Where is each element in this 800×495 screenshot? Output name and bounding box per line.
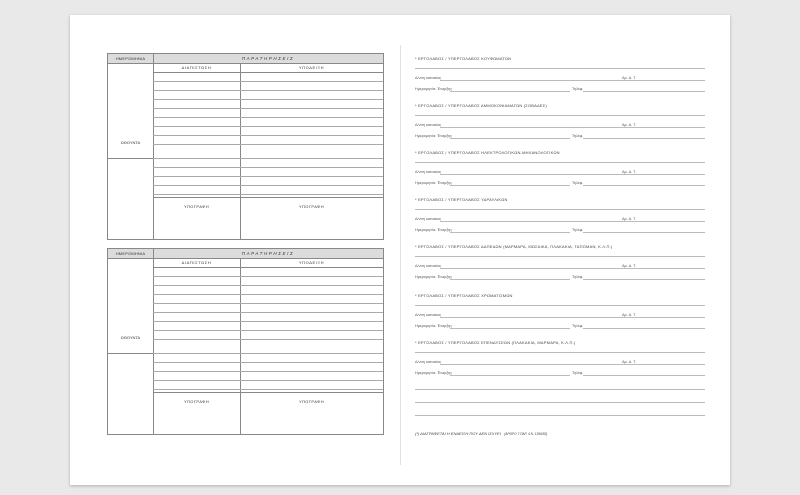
date-column	[108, 258, 154, 434]
address-label: Δ/νση κατοικίας	[415, 360, 442, 364]
blank-line	[415, 389, 705, 390]
signature-line	[153, 197, 383, 198]
footnote-text: (*) ΔΙΑΓΡΑΦΕΤΑΙ Η ΕΝΔΕΙΞΗ ΠΟΥ ΔΕΝ ΙΣΧΥΕΙ	[415, 431, 501, 436]
signature-line	[153, 392, 383, 393]
signature-label-right: ΥΠΟΓΡΑΦΗ	[298, 204, 325, 209]
date-separator	[108, 158, 153, 159]
signature-label-left: ΥΠΟΓΡΑΦΗ	[183, 204, 210, 209]
phone-label: Τηλέφ.	[572, 181, 584, 185]
contractor-title: * ΕΡΓΟΛΑΒΟΣ / ΥΠΕΡΓΟΛΑΒΟΣ ΚΟΥΦΩΜΑΤΩΝ	[415, 56, 512, 61]
blank-line	[415, 415, 705, 416]
contractor-title: * ΕΡΓΟΛΑΒΟΣ / ΥΠΕΡΓΟΛΑΒΟΣ ΕΠΕΝΔΥΣΕΩΝ (ΠΛΑΚΑΚΙΑ, ΜΑΡΜΑΡΑ, Κ.Λ.Π.)	[415, 340, 576, 345]
observations-table-bottom	[107, 248, 384, 435]
contractor-title: * ΕΡΓΟΛΑΒΟΣ / ΥΠΕΡΓΟΛΑΒΟΣ ΥΔΡΑΥΛΙΚΩΝ	[415, 197, 508, 202]
start-date-label: Ημερομηνία: Έναρξης	[415, 87, 453, 91]
date-header: ΗΜΕΡΟΜΗΝΙΑ	[108, 249, 154, 258]
id-label: Αρ. Δ. Τ.	[622, 76, 637, 80]
page-fold	[400, 45, 401, 465]
address-label: Δ/νση κατοικίας	[415, 76, 442, 80]
booklet-page	[70, 15, 730, 485]
start-date-label: Ημερομηνία: Έναρξης	[415, 134, 453, 138]
instruction-header: ΥΠΟΔΕΙΞΗ	[240, 258, 383, 268]
contractor-title: * ΕΡΓΟΛΑΒΟΣ / ΥΠΕΡΓΟΛΑΒΟΣ ΔΑΠΕΔΩΝ (ΜΑΡΜΑΡΑ, ΜΩΣΑΙΚΑ, ΠΛΑΚΑΚΙΑ, ΤΑΠΟΜΑΝ, Κ.Λ.Π.)	[415, 244, 613, 249]
id-label: Αρ. Δ. Τ.	[622, 123, 637, 127]
finding-header: ΔΙΑΠΙΣΤΩΣΗ	[153, 258, 241, 268]
name-line	[415, 68, 705, 69]
observations-header: ΠΑΡΑΤΗΡΗΣΕΙΣ	[241, 251, 295, 256]
id-label: Αρ. Δ. Τ.	[622, 264, 637, 268]
address-label: Δ/νση κατοικίας	[415, 170, 442, 174]
observations-header: ΠΑΡΑΤΗΡΗΣΕΙΣ	[241, 56, 295, 61]
address-label: Δ/νση κατοικίας	[415, 313, 442, 317]
id-label: Αρ. Δ. Τ.	[622, 170, 637, 174]
footnote	[415, 431, 547, 436]
phone-label: Τηλέφ.	[572, 275, 584, 279]
contractor-title: * ΕΡΓΟΛΑΒΟΣ / ΥΠΕΡΓΟΛΑΒΟΣ ΧΡΩΜΑΤΙΣΜΩΝ	[415, 293, 513, 298]
id-label: Αρ. Δ. Τ.	[622, 217, 637, 221]
contractor-title: * ΕΡΓΟΛΑΒΟΣ / ΥΠΕΡΓΟΛΑΒΟΣ ΗΛΕΚΤΡΟΛΟΓΙΚΩΝ-ΜΗΧΑΝΟΛΟΓΙΚΩΝ	[415, 150, 560, 155]
phone-label: Τηλέφ.	[572, 134, 584, 138]
start-date-label: Ημερομηνία: Έναρξης	[415, 181, 453, 185]
id-label: Αρ. Δ. Τ.	[622, 313, 637, 317]
address-label: Δ/νση κατοικίας	[415, 217, 442, 221]
contractor-title: * ΕΡΓΟΛΑΒΟΣ / ΥΠΕΡΓΟΛΑΒΟΣ ΑΜΜΟΚΟΝΙΑΜΑΤΩΝ (ΣΟΒΑΔΕΣ)	[415, 103, 547, 108]
start-date-label: Ημερομηνία: Έναρξης	[415, 275, 453, 279]
start-date-label: Ημερομηνία: Έναρξης	[415, 324, 453, 328]
side-label: ΩΘΟΥΝΤΑ	[120, 335, 141, 340]
date-column	[108, 63, 154, 239]
finding-header: ΔΙΑΠΙΣΤΩΣΗ	[153, 63, 241, 73]
side-label: ΩΘΟΥΝΤΑ	[120, 140, 141, 145]
phone-label: Τηλέφ.	[572, 87, 584, 91]
date-header: ΗΜΕΡΟΜΗΝΙΑ	[108, 54, 154, 63]
footnote-reference: (ΑΡΘΡΟ 7 ΠΑΡ. 4 Ν. 1396/83)	[504, 432, 548, 436]
signature-label-right: ΥΠΟΓΡΑΦΗ	[298, 399, 325, 404]
address-label: Δ/νση κατοικίας	[415, 123, 442, 127]
phone-label: Τηλέφ.	[572, 371, 584, 375]
phone-label: Τηλέφ.	[572, 324, 584, 328]
start-date-label: Ημερομηνία: Έναρξης	[415, 228, 453, 232]
contractors-list	[410, 15, 710, 485]
start-date-label: Ημερομηνία: Έναρξης	[415, 371, 453, 375]
address-label: Δ/νση κατοικίας	[415, 264, 442, 268]
signature-label-left: ΥΠΟΓΡΑΦΗ	[183, 399, 210, 404]
id-label: Αρ. Δ. Τ.	[622, 360, 637, 364]
blank-line	[415, 402, 705, 403]
date-separator	[108, 353, 153, 354]
observations-table-top	[107, 53, 384, 240]
phone-label: Τηλέφ.	[572, 228, 584, 232]
instruction-header: ΥΠΟΔΕΙΞΗ	[240, 63, 383, 73]
